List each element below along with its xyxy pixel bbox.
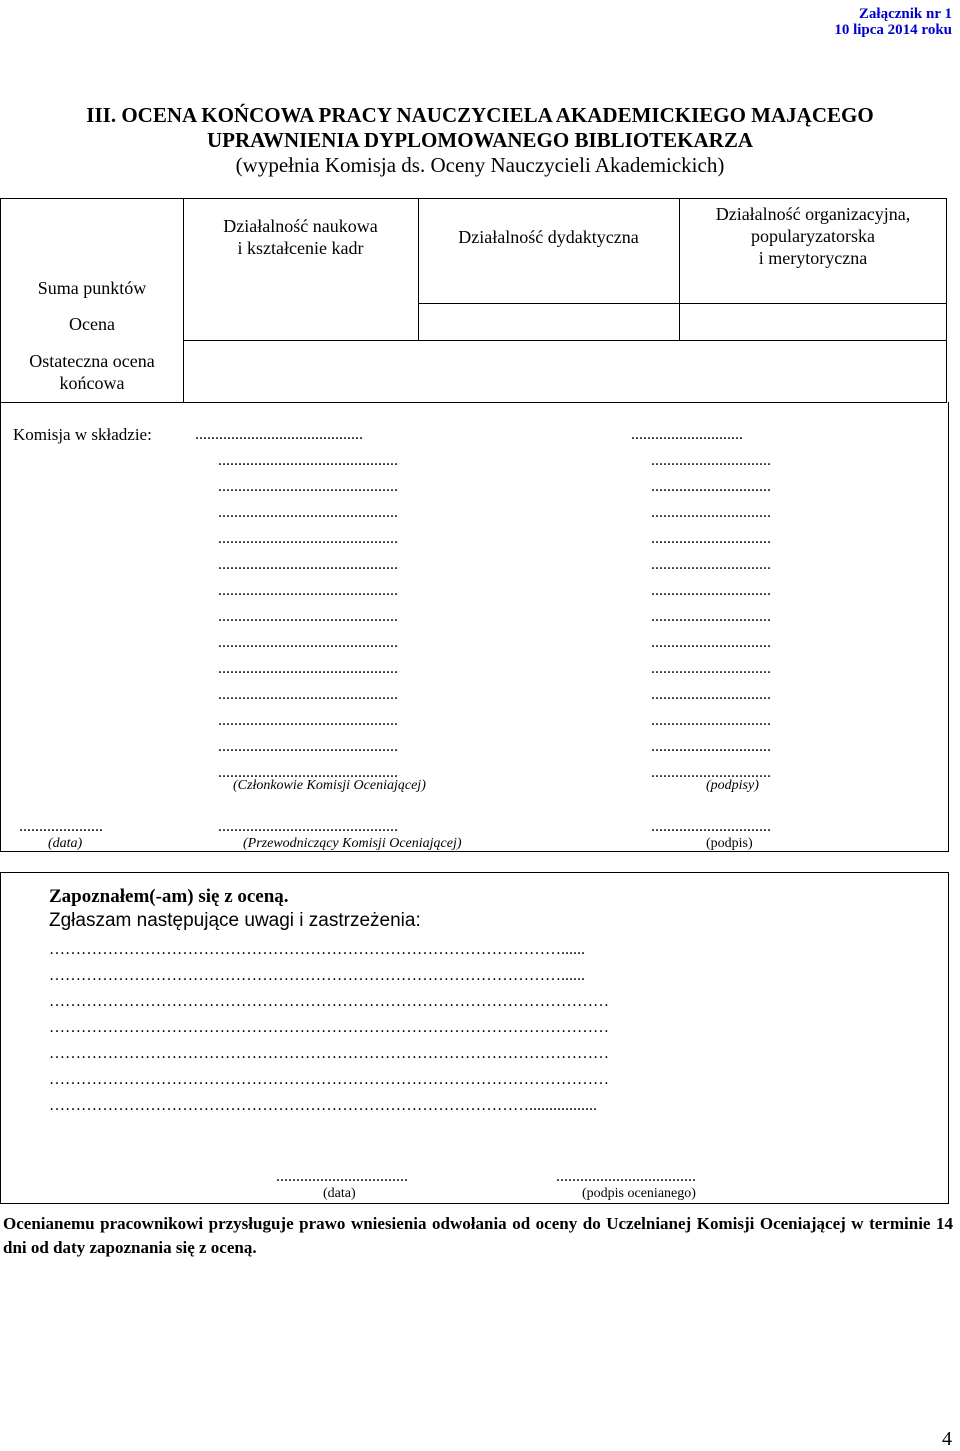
remarks-line[interactable]: …………………………………………………………………………………………… (49, 993, 609, 1010)
signature-line[interactable]: .............................. (651, 738, 771, 755)
member-line[interactable]: ............................................. (218, 556, 398, 573)
signature-line[interactable]: .............................. (651, 530, 771, 547)
signature-line[interactable]: .............................. (651, 582, 771, 599)
signatures-caption: (podpisy) (706, 778, 759, 793)
chair-caption: (Przewodniczący Komisji Oceniającej) (243, 836, 462, 851)
row-label-points: Suma punktów (37, 278, 147, 298)
signature-line[interactable]: .............................. (651, 660, 771, 677)
signature-line[interactable]: .............................. (651, 556, 771, 573)
column-header-teaching: Działalność dydaktyczna (458, 227, 639, 247)
member-line[interactable]: ............................................. (218, 452, 398, 469)
sign-caption: (podpis) (706, 836, 753, 851)
remarks-label: Zgłaszam następujące uwagi i zastrzeżenia: (49, 910, 421, 931)
section-heading-note: (wypełnia Komisja ds. Oceny Nauczycieli Akademickich) (235, 153, 725, 177)
member-line[interactable]: ............................................. (218, 660, 398, 677)
member-line[interactable]: ............................................. (218, 504, 398, 521)
committee-block (0, 402, 949, 852)
committee-label: Komisja w składzie: (13, 425, 152, 444)
column-header-science: Działalność naukowa i kształcenie kadr (223, 216, 378, 258)
signature-line[interactable]: .............................. (651, 686, 771, 703)
signature-line[interactable]: .............................. (651, 712, 771, 729)
member-line[interactable]: ............................................. (218, 764, 398, 781)
attachment-label: Załącznik nr 1 (858, 6, 952, 22)
remarks-line[interactable]: …………………………………………………………………………………………… (49, 1071, 609, 1088)
row-label-grade: Ocena (69, 314, 115, 334)
signature-line[interactable]: .............................. (651, 608, 771, 625)
signature-line[interactable]: .............................. (651, 452, 771, 469)
row-label-final: Ostateczna ocena końcowa (29, 351, 155, 393)
ack-date-caption: (data) (323, 1186, 356, 1201)
final-grade-field[interactable] (184, 341, 946, 401)
member-line[interactable]: .......................................... (195, 426, 363, 443)
ack-signature-caption: (podpis ocenianego) (582, 1186, 696, 1201)
member-line[interactable]: ............................................. (218, 478, 398, 495)
committee-date-line[interactable]: ..................... (19, 818, 103, 835)
member-line[interactable]: ............................................. (218, 634, 398, 651)
ack-date-line[interactable]: ................................. (276, 1168, 408, 1185)
member-line[interactable]: ............................................. (218, 738, 398, 755)
member-line[interactable]: ............................................. (218, 530, 398, 547)
attachment-date: 10 lipca 2014 roku (834, 22, 952, 38)
chair-line[interactable]: ............................................. (218, 818, 398, 835)
members-caption: (Członkowie Komisji Oceniającej) (233, 778, 426, 793)
remarks-line[interactable]: ……………………………………………………………………………………...... (49, 967, 585, 984)
score-field-organization[interactable] (680, 304, 946, 339)
chair-signature-line[interactable]: .............................. (651, 818, 771, 835)
signature-line[interactable]: ............................ (631, 426, 743, 443)
remarks-line[interactable]: ……………………………………………………………………………………...... (49, 941, 585, 958)
member-line[interactable]: ............................................. (218, 608, 398, 625)
signature-line[interactable]: .............................. (651, 504, 771, 521)
member-line[interactable]: ............................................. (218, 686, 398, 703)
date-caption: (data) (48, 836, 83, 851)
member-line[interactable]: ............................................. (218, 582, 398, 599)
rating-table (0, 198, 947, 403)
section-heading-line2: UPRAWNIENIA DYPLOMOWANEGO BIBLIOTEKARZA (206, 128, 754, 152)
ack-signature-line[interactable]: ................................... (556, 1168, 696, 1185)
signature-line[interactable]: .............................. (651, 634, 771, 651)
remarks-line[interactable]: …………………………………………………………………………………………… (49, 1019, 609, 1036)
column-header-organization: Działalność organizacyjna, popularyzatorska i merytoryczna (715, 204, 911, 268)
score-field-teaching[interactable] (419, 304, 678, 339)
acknowledgement-block (0, 872, 949, 1204)
member-line[interactable]: ............................................. (218, 712, 398, 729)
appeal-notice: Ocenianemu pracownikowi przysługuje prawo wniesienia odwołania od oceny do Uczelnianej Komisji Oceniającej w terminie 14 dni od daty zapoznania się z oceną. (3, 1214, 953, 1257)
acknowledgement-title: Zapoznałem(-am) się z oceną. (49, 886, 289, 907)
section-heading-line1: III. OCENA KOŃCOWA PRACY NAUCZYCIELA AKADEMICKIEGO MAJĄCEGO (86, 103, 874, 127)
signature-line[interactable]: .............................. (651, 478, 771, 495)
remarks-line[interactable]: ………………………………………………………………………………................. (49, 1097, 597, 1114)
page-number: 4 (942, 1428, 952, 1450)
remarks-line[interactable]: …………………………………………………………………………………………… (49, 1045, 609, 1062)
signature-line[interactable]: .............................. (651, 764, 771, 781)
